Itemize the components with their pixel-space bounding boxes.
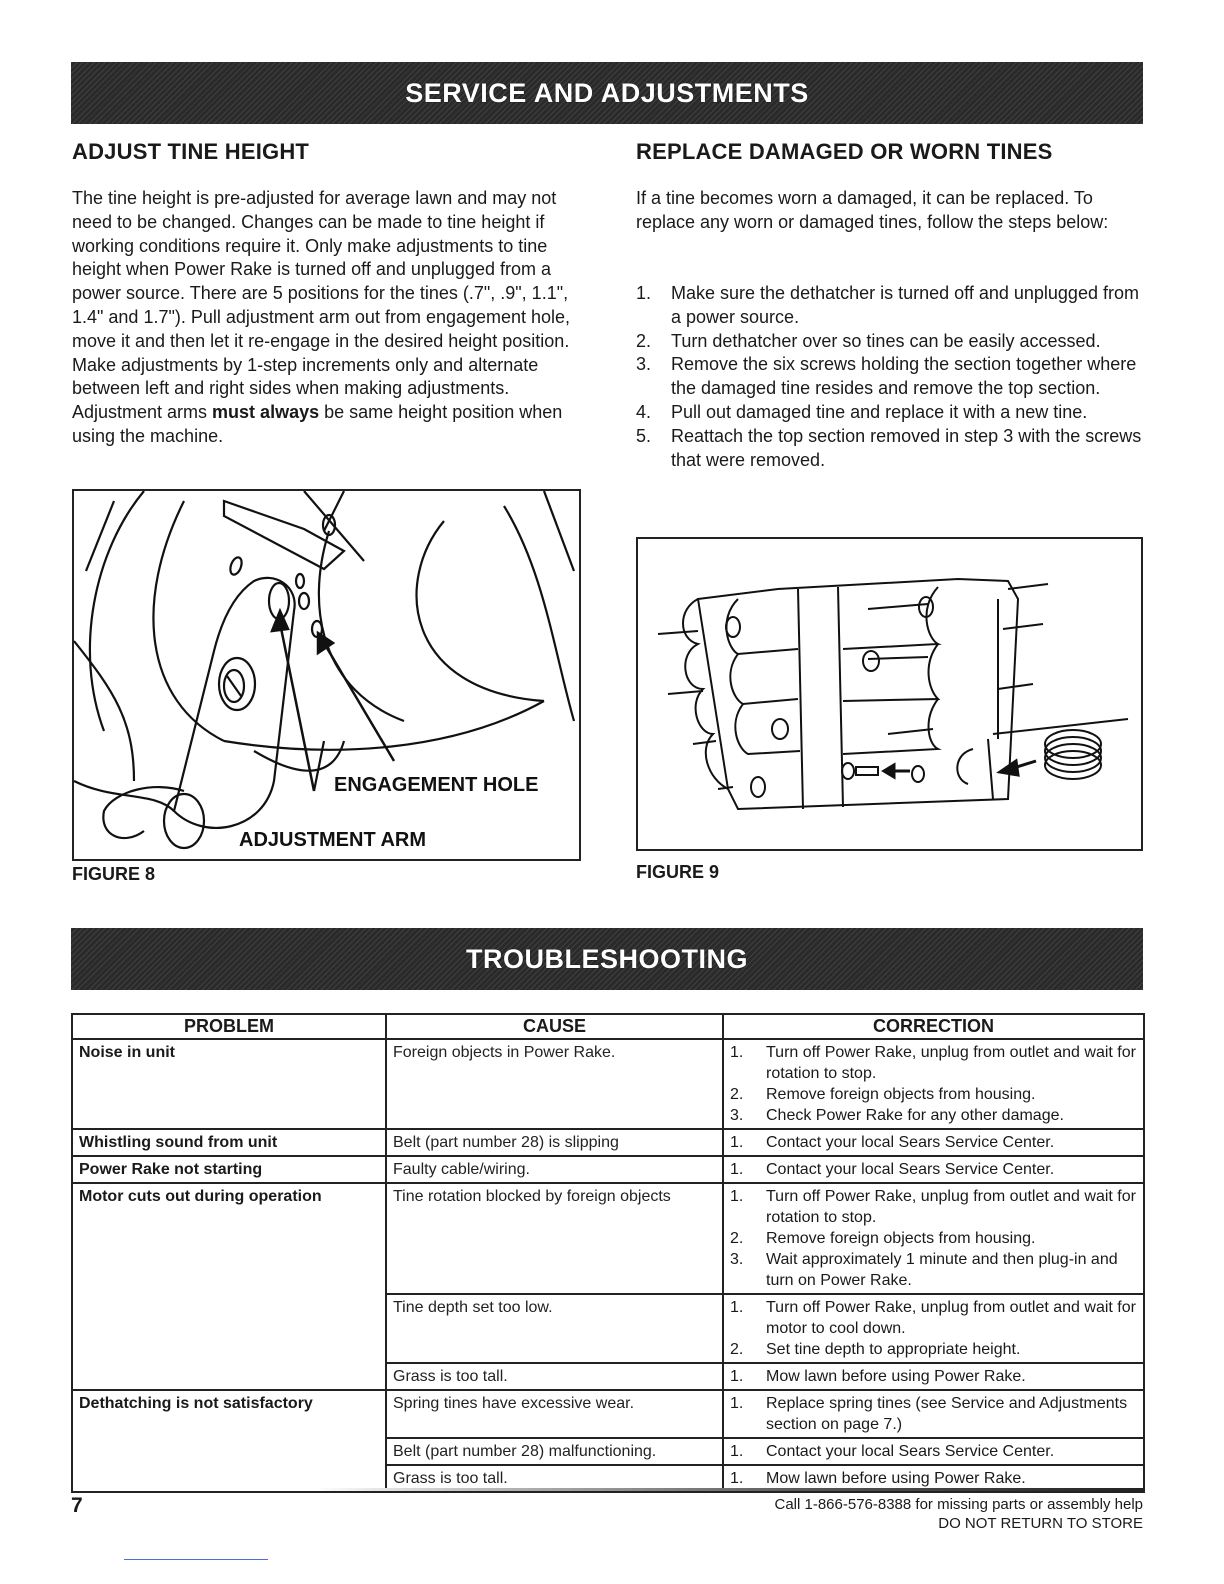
table-row [72, 1183, 1144, 1294]
figure-8-illustration [72, 489, 581, 861]
correction-cell: 1. Mow lawn before using Power Rake. [723, 1465, 1144, 1492]
replace-intro: If a tine becomes worn a damaged, it can be replaced. To replace any worn or damaged tines, follow the steps below: [636, 188, 1109, 232]
figure-8-caption: FIGURE 8 [72, 864, 156, 884]
list-item: 2. Turn dethatcher over so tines can be easily accessed. [636, 330, 1101, 351]
adjustment-arm-drawing [74, 491, 579, 859]
cause-cell: Tine depth set too low. [386, 1294, 723, 1363]
correction-cell: 1. Contact your local Sears Service Center. [723, 1156, 1144, 1183]
footer-help [774, 1495, 1143, 1533]
problem-column-header: PROBLEM [72, 1014, 386, 1039]
list-item: 4. Pull out damaged tine and replace it with a new tine. [636, 401, 1088, 422]
problem-cell: Dethatching is not satisfactory [72, 1390, 386, 1492]
must-always-emphasis: must always [212, 402, 320, 423]
problem-cell: Power Rake not starting [72, 1156, 386, 1183]
cause-cell: Grass is too tall. [386, 1465, 723, 1492]
replace-steps-list [636, 282, 1146, 472]
service-adjustments-banner: SERVICE AND ADJUSTMENTS [71, 62, 1143, 124]
tine-housing-drawing [638, 539, 1141, 849]
help-line: Call 1-866-576-8388 for missing parts or assembly help [774, 1496, 1143, 1513]
cause-cell: Belt (part number 28) malfunctioning. [386, 1438, 723, 1465]
list-item: 5. Reattach the top section removed in step 3 with the screws that were removed. [636, 425, 1142, 470]
table-header-row [72, 1014, 1144, 1039]
footnote-rule [124, 1559, 268, 1560]
cause-cell: Tine rotation blocked by foreign objects [386, 1183, 723, 1294]
figure-9-illustration [636, 537, 1143, 851]
correction-cell: 1. Mow lawn before using Power Rake. [723, 1363, 1144, 1390]
problem-cell: Motor cuts out during operation [72, 1183, 386, 1390]
correction-cell: 1. Turn off Power Rake, unplug from outlet and wait for rotation to stop. 2. Remove foreign objects from housing. 3. Wait approximately 1 minute and then plug-in and turn on Power Rake. [723, 1183, 1144, 1294]
table-row [72, 1156, 1144, 1183]
return-line: DO NOT RETURN TO STORE [938, 1515, 1143, 1532]
table-row [72, 1039, 1144, 1129]
table-row [72, 1129, 1144, 1156]
adjust-paragraph: The tine height is pre-adjusted for average lawn and may not need to be changed. Changes can be made to tine height if working conditions require it. Only make adjustments to tine height when Power Rake is turned off and unplugged from a power source. There are 5 positions for the tines (.7", .9", 1.1", 1.4" and 1.7"). Pull adjustment arm out from engagement hole, move it and then let it re-engage in the desired height position. Make adjustments by 1-step increments only and alternate between left and right sides when making adjustments. Adjustment arms must always be same height position when using the machine. [72, 188, 571, 446]
list-item: 1. Make sure the dethatcher is turned off and unplugged from a power source. [636, 283, 1139, 327]
adjust-tine-height-heading: ADJUST TINE HEIGHT [72, 139, 310, 164]
replace-tines-heading: REPLACE DAMAGED OR WORN TINES [636, 139, 1053, 164]
cause-cell: Faulty cable/wiring. [386, 1156, 723, 1183]
cause-cell: Belt (part number 28) is slipping [386, 1129, 723, 1156]
cause-cell: Spring tines have excessive wear. [386, 1390, 723, 1438]
list-item: 3. Remove the six screws holding the section together where the damaged tine resides and remove the top section. [636, 354, 1137, 399]
page-number: 7 [71, 1494, 83, 1517]
cause-cell: Foreign objects in Power Rake. [386, 1039, 723, 1129]
problem-cell: Whistling sound from unit [72, 1129, 386, 1156]
correction-cell: 1. Replace spring tines (see Service and Adjustments section on page 7.) [723, 1390, 1144, 1438]
correction-cell: 1. Turn off Power Rake, unplug from outlet and wait for motor to cool down. 2. Set tine depth to appropriate height. [723, 1294, 1144, 1363]
figure-9-caption: FIGURE 9 [636, 862, 720, 882]
cause-cell: Grass is too tall. [386, 1363, 723, 1390]
cause-column-header: CAUSE [386, 1014, 723, 1039]
correction-cell: 1. Contact your local Sears Service Center. [723, 1438, 1144, 1465]
correction-column-header: CORRECTION [723, 1014, 1144, 1039]
correction-cell: 1. Contact your local Sears Service Center. [723, 1129, 1144, 1156]
adjustment-arm-label: ADJUSTMENT ARM [239, 829, 427, 851]
correction-cell: 1. Turn off Power Rake, unplug from outlet and wait for rotation to stop. 2. Remove foreign objects from housing. 3. Check Power Rake for any other damage. [723, 1039, 1144, 1129]
troubleshooting-table [71, 1013, 1145, 1493]
table-row [72, 1390, 1144, 1438]
troubleshooting-banner: TROUBLESHOOTING [71, 928, 1143, 990]
problem-cell: Noise in unit [72, 1039, 386, 1129]
engagement-hole-label: ENGAGEMENT HOLE [334, 774, 539, 796]
footer-divider [315, 1488, 1145, 1491]
